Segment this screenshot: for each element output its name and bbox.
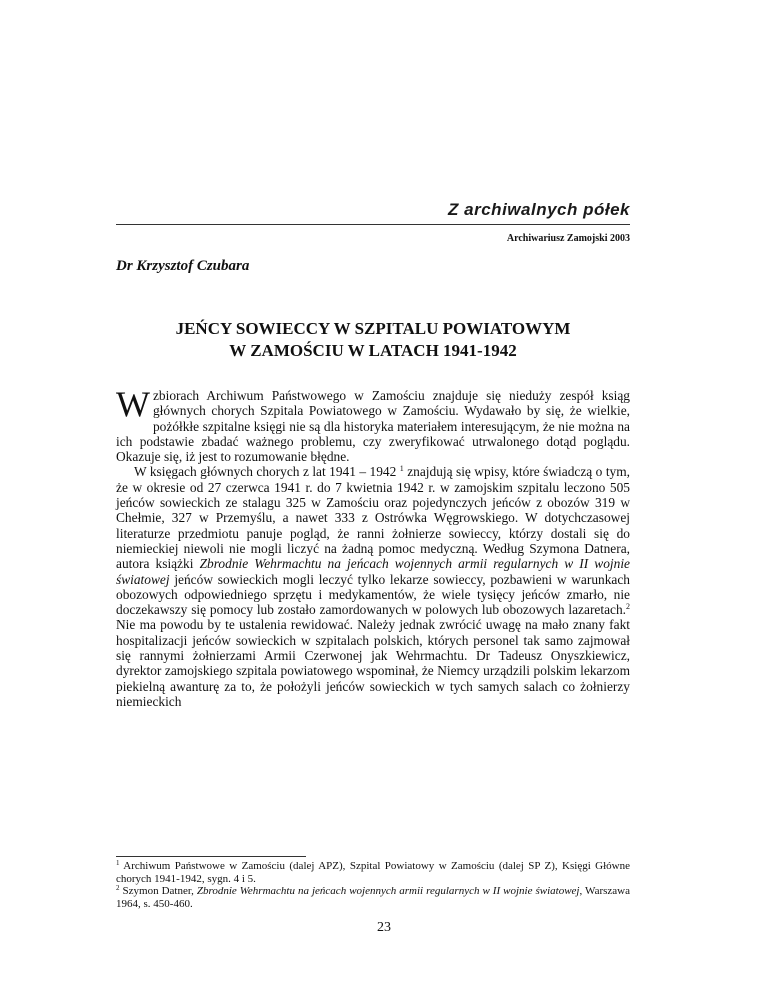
footnote-1 <box>116 860 630 885</box>
paragraph-2 <box>116 464 630 709</box>
article-body <box>116 384 630 709</box>
paragraph-1-text: zbiorach Archiwum Państwowego w Zamościu znajduje się nieduży zespół ksiąg głównych chorych Szpitala Powiatowego w Zamościu. Wydawało by się, że wielkie, pożółkłe szpitalne księgi nie są dla historyka materiałem interesującym, że nie można na ich podstawie zbadać ważnego problemu, czy zweryfikować utrwalonego dotąd poglądu. Okazuje się, iż jest to rozumowanie błędne. <box>116 388 630 465</box>
footnotes <box>116 860 630 910</box>
author-name: Dr Krzysztof Czubara <box>116 258 250 274</box>
paragraph-2-text-b: znajdują się wpisy, które świadczą o tym, że w okresie od 27 czerwca 1941 r. do 7 kwietnia 1942 r. w zamojskim szpitalu leczono 505 jeńców sowieckich ze stalagu 325 w Zamościu oraz pojedynczych jeńców z obozów 319 w Chełmie, 327 w Przemyślu, a nawet 333 z Ostrówka Węgrowskiego. W dotychczasowej literaturze przedmiotu panuje pogląd, że ranni żołnierze sowieccy, którzy dostali się do niemieckiej niewoli nie mogli liczyć na żadną pomoc medyczną. Według Szymona Datnera, autora książki <box>116 464 630 572</box>
paragraph-1 <box>116 384 630 465</box>
journal-name: Archiwariusz Zamojski 2003 <box>506 233 630 244</box>
footnote-2 <box>116 885 630 910</box>
title-line-2: W ZAMOŚCIU W LATACH 1941-1942 <box>229 341 517 360</box>
footnote-2-mark: 2 <box>116 884 120 892</box>
footnote-2-title: Zbrodnie Wehrmachtu na jeńcach wojennych armii regularnych w II wojnie światowej <box>196 885 580 897</box>
footnote-ref-2: 2 <box>626 602 630 612</box>
paragraph-2-text-c: jeńców sowieckich mogli leczyć tylko lekarze sowieccy, pozbawieni w warunkach obozowych odpowiedniego sprzętu i medykamentów, że wiele tysięcy jeńców zmarło, nie doczekawszy się pomocy lub zostało zamordowanych w polowych lub obozowych lazaretach. <box>116 571 630 618</box>
footnote-ref-1: 1 <box>399 464 404 474</box>
drop-cap: W <box>116 384 150 424</box>
book-title: Zbrodnie Wehrmachtu na jeńcach wojennych armii regularnych w II wojnie światowej <box>116 556 630 587</box>
footnote-1-mark: 1 <box>116 859 120 867</box>
paragraph-2-text-d: Nie ma powodu by te ustalenia rewidować. Należy jednak zwrócić uwagę na mało znany fakt hospitalizacji jeńców sowieckich w szpitalach polskich, których personel tak samo zajmował się rannymi żołnierzami Armii Czerwonej jak Wehrmachtu. Dr Tadeusz Onyszkiewicz, dyrektor zamojskiego szpitala powiatowego wspominał, że Niemcy urządzili polskim lekarzom piekielną awanturę za to, że położyli jeńców sowieckich w tych samych salach co żołnierzy niemieckich <box>116 617 630 709</box>
header-rule <box>116 224 630 225</box>
footnote-1-text: Archiwum Państwowe w Zamościu (dalej APZ), Szpital Powiatowy w Zamościu (dalej SP Z), Księgi Główne chorych 1941-1942, sygn. 4 i 5. <box>116 860 630 885</box>
article-title <box>116 318 630 362</box>
footnote-2-author: Szymon Datner, <box>119 885 197 897</box>
footnote-rule <box>116 856 306 857</box>
page-number: 23 <box>377 920 391 935</box>
title-line-1: JEŃCY SOWIECCY W SZPITALU POWIATOWYM <box>175 319 571 338</box>
footnote-2-rest: , Warszawa 1964, s. 450-460. <box>116 885 630 910</box>
section-title: Z archiwalnych półek <box>448 200 630 219</box>
paragraph-2-text-a: W księgach głównych chorych z lat 1941 – 1942 <box>134 464 397 480</box>
